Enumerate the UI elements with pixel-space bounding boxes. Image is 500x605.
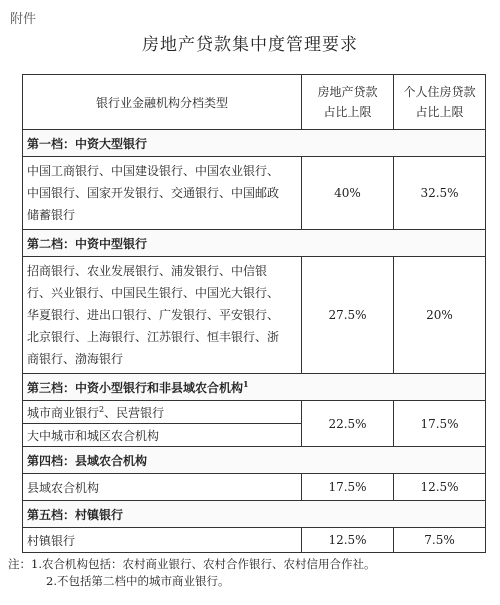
table-row <box>23 401 486 424</box>
tier-4-banks: 县域农合机构 <box>23 474 302 501</box>
concentration-table <box>22 74 486 553</box>
tier-2-real-estate-cap: 27.5% <box>302 257 394 374</box>
tier-4-label: 第四档：县域农合机构 <box>23 447 486 474</box>
tier-4-mortgage-cap: 12.5% <box>394 474 486 501</box>
footnote-1: 注：1.农合机构包括：农村商业银行、农村合作银行、农村信用合作社。 <box>8 557 376 571</box>
tier-1-label: 第一档：中资大型银行 <box>23 130 486 157</box>
tier-5-mortgage-cap: 7.5% <box>394 528 486 553</box>
tier-3-real-estate-cap: 22.5% <box>302 401 394 447</box>
tier-3-banks-urban-rural: 大中城市和城区农合机构 <box>23 424 302 447</box>
table-row <box>23 257 486 374</box>
tier-5-row <box>23 501 486 528</box>
table-row <box>23 474 486 501</box>
table-row <box>23 157 486 230</box>
table-row <box>23 528 486 553</box>
tier-2-row <box>23 230 486 257</box>
tier-4-row <box>23 447 486 474</box>
tier-2-banks: 招商银行、农业发展银行、浦发银行、中信银 行、兴业银行、中国民生银行、中国光大银行、 华夏银行、进出口银行、广发银行、平安银行、 北京银行、上海银行、江苏银行、恒丰银行、浙 商银行、渤海银行 <box>23 257 302 374</box>
tier-1-real-estate-cap: 40% <box>302 157 394 230</box>
table-header-row <box>23 75 486 130</box>
tier-4-real-estate-cap: 17.5% <box>302 474 394 501</box>
tier-1-mortgage-cap: 32.5% <box>394 157 486 230</box>
attachment-label: 附件 <box>10 12 37 27</box>
tier-3-banks-city-commercial: 城市商业银行$^2$、民营银行 <box>23 401 302 424</box>
footnote-2: 2.不包括第二档中的城市商业银行。 <box>46 574 230 588</box>
tier-1-row <box>23 130 486 157</box>
tier-5-banks: 村镇银行 <box>23 528 302 553</box>
tier-3-label: 第三档：中资小型银行和非县域农合机构$^1$ <box>23 374 486 401</box>
tier-3-mortgage-cap: 17.5% <box>394 401 486 447</box>
tier-2-label: 第二档：中资中型银行 <box>23 230 486 257</box>
tier-3-row <box>23 374 486 401</box>
tier-1-banks: 中国工商银行、中国建设银行、中国农业银行、 中国银行、国家开发银行、交通银行、中国邮政 储蓄银行 <box>23 157 302 230</box>
tier-5-label: 第五档：村镇银行 <box>23 501 486 528</box>
header-institution-type: 银行业金融机构分档类型 <box>23 75 302 130</box>
header-mortgage-cap: 个人住房贷款 占比上限 <box>394 75 486 130</box>
footnotes <box>8 556 375 590</box>
header-real-estate-cap: 房地产贷款 占比上限 <box>302 75 394 130</box>
tier-5-real-estate-cap: 12.5% <box>302 528 394 553</box>
document-title: 房地产贷款集中度管理要求 <box>142 35 358 55</box>
tier-2-mortgage-cap: 20% <box>394 257 486 374</box>
